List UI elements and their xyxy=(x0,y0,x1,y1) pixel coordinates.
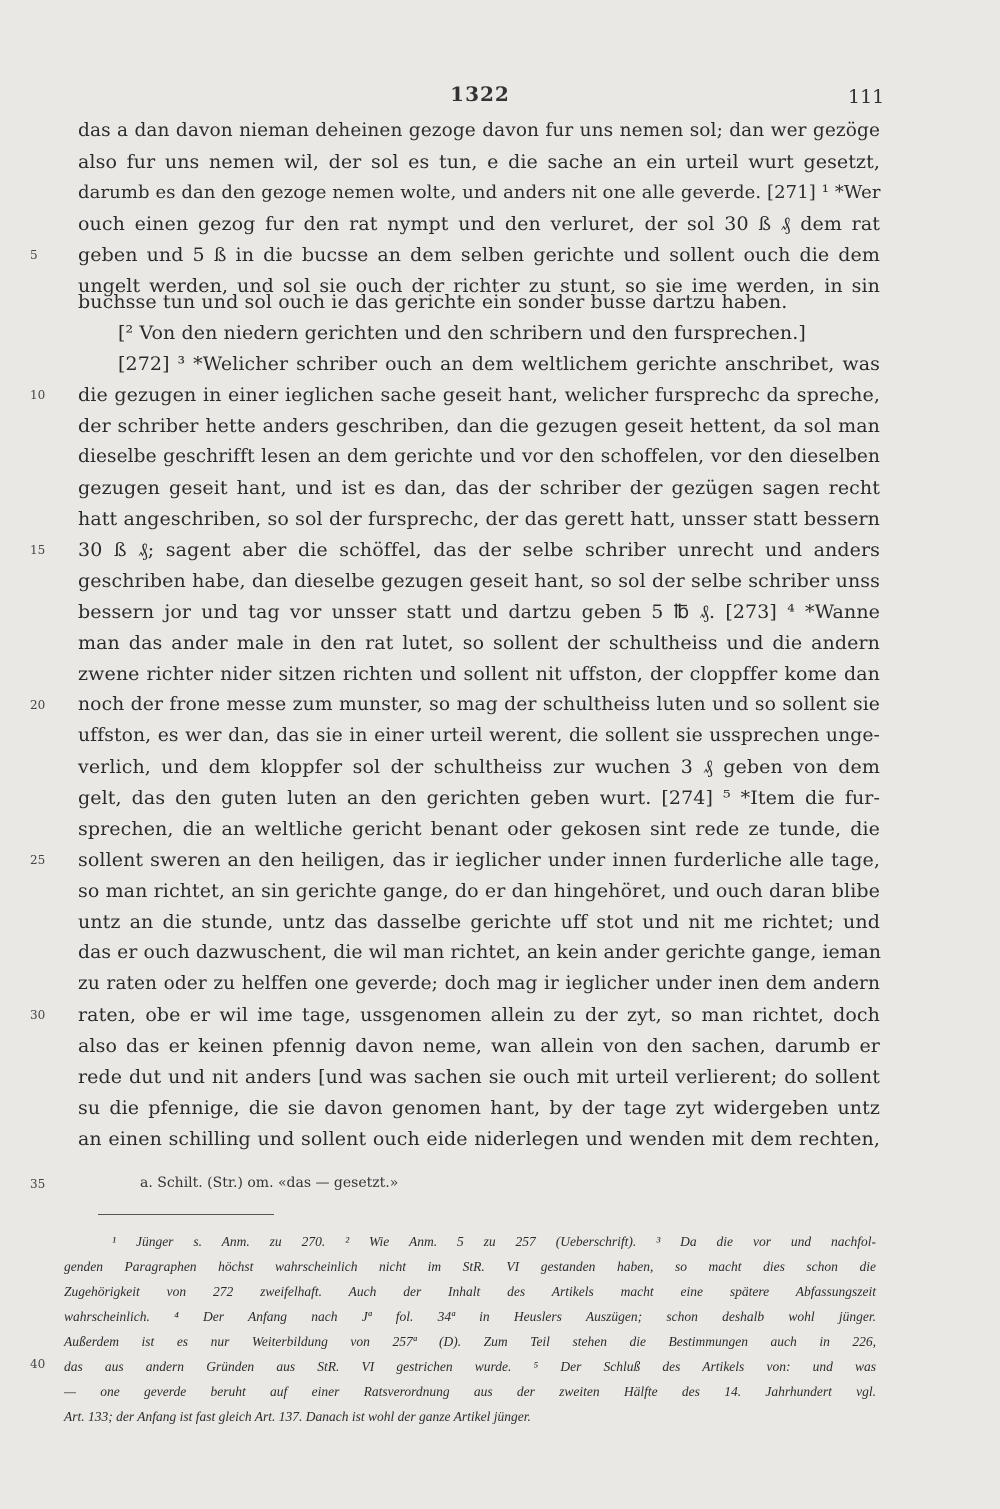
footnote-line: — one geverde beruht auf einer Ratsverordnung aus der zweiten Hälfte des 14. Jahrhundert vgl. xyxy=(64,1384,876,1399)
text-line: noch der frone messe zum munster, so mag der schultheiss luten und so sollent sie xyxy=(78,694,880,715)
text-line: der schriber hette anders geschriben, dan die gezugen geseit hettent, da sol man xyxy=(78,415,880,437)
footnote-line: Zugehörigkeit von 272 zweifelhaft. Auch der Inhalt des Artikels macht eine spätere Abfassungszeit xyxy=(64,1284,876,1299)
line-number: 15 xyxy=(30,543,46,557)
text-line: su die pfennige, die sie davon genomen hant, by der tage zyt widergeben untz xyxy=(78,1097,880,1119)
footnote-line: wahrscheinlich. ⁴ Der Anfang nach Jª fol. 34ª in Heuslers Auszügen; schon deshalb wohl jünger. xyxy=(64,1309,876,1324)
text-line: hatt angeschriben, so sol der fursprechc, der das gerett hatt, unsser statt bessern xyxy=(78,508,880,530)
line-number: 5 xyxy=(30,248,38,262)
text-line: [272] ³ *Welicher schriber ouch an dem weltlichem gerichte anschribet, was xyxy=(118,353,880,375)
line-number: 35 xyxy=(30,1177,46,1191)
text-line: raten, obe er wil ime tage, ussgenomen allein zu der zyt, so man richtet, doch xyxy=(78,1004,880,1026)
text-line: zwene richter nider sitzen richten und sollent nit uffston, der cloppffer kome dan xyxy=(78,663,880,685)
footnote-line: Art. 133; der Anfang ist fast gleich Art. 137. Danach ist wohl der ganze Artikel jünger. xyxy=(64,1409,531,1424)
text-line: bessern jor und tag vor unsser statt und dartzu geben 5 ℔ ₰. [273] ⁴ *Wanne xyxy=(78,601,880,623)
text-line: dieselbe geschrifft lesen an dem gerichte und vor den schoffelen, vor den dieselben xyxy=(78,446,880,467)
text-line: man das ander male in den rat lutet, so sollent der schultheiss und die andern xyxy=(78,632,880,654)
text-line: sprechen, die an weltliche gericht benant oder gekosen sint rede ze tunde, die xyxy=(78,818,880,840)
text-line: sollent sweren an den heiligen, das ir ieglicher under innen furderliche alle tage, xyxy=(78,849,880,871)
variant-note: a. Schilt. (Str.) om. «das — gesetzt.» xyxy=(140,1175,399,1191)
line-number: 25 xyxy=(30,853,46,867)
footnote-divider xyxy=(98,1214,274,1215)
text-line: also fur uns nemen wil, der sol es tun, e die sache an ein urteil wurt gesetzt, xyxy=(78,151,880,173)
line-number: 10 xyxy=(30,388,46,402)
footnote-line: ¹ Jünger s. Anm. zu 270. ² Wie Anm. 5 zu 257 (Ueberschrift). ³ Da die vor und nachfol- xyxy=(112,1234,876,1249)
text-line: das er ouch dazwuschent, die wil man richtet, an kein ander gerichte gange, ieman xyxy=(78,942,882,963)
text-line: so man richtet, an sin gerichte gange, do er dan hingehöret, und ouch daran blibe xyxy=(78,880,880,902)
text-line: gelt, das den guten luten an den gerichten geben wurt. [274] ⁵ *Item die fur- xyxy=(78,787,880,809)
text-line: an einen schilling und sollent ouch eide niderlegen und wenden mit dem rechten, xyxy=(78,1128,880,1150)
text-line: geben und 5 ß in die bucsse an dem selben gerichte und sollent ouch die dem xyxy=(78,244,880,266)
text-line: ouch einen gezog fur den rat nympt und den verluret, der sol 30 ß ₰ dem rat xyxy=(78,213,880,235)
text-line: rede dut und nit anders [und was sachen sie ouch mit urteil verlierent; do sollent xyxy=(78,1066,880,1088)
line-number: 30 xyxy=(30,1008,46,1022)
page-year-heading: 1322 xyxy=(450,82,510,106)
text-line: ungelt werden, und sol sie ouch der richter zu stunt, so sie ime werden, in sin xyxy=(78,275,880,297)
text-line: also das er keinen pfennig davon neme, wan allein von den sachen, darumb er xyxy=(78,1035,880,1057)
line-number: 20 xyxy=(30,698,46,712)
footnote-line: Außerdem ist es nur Weiterbildung von 257ª (D). Zum Teil stehen die Bestimmungen auch in 226, xyxy=(64,1334,876,1349)
line-number: 40 xyxy=(30,1357,46,1371)
text-line: die gezugen in einer ieglichen sache geseit hant, welicher fursprechc da spreche, xyxy=(78,384,880,406)
text-line: verlich, und dem kloppfer sol der schultheiss zur wuchen 3 ₰ geben von dem xyxy=(78,756,880,778)
text-line: uffston, es wer dan, das sie in einer urteil werent, die sollent sie ussprechen unge- xyxy=(78,725,880,746)
text-line: das a dan davon nieman deheinen gezoge davon fur uns nemen sol; dan wer gezöge xyxy=(78,120,880,141)
text-line: darumb es dan den gezoge nemen wolte, und anders nit one alle geverde. [271] ¹ *Wer xyxy=(78,182,881,203)
text-line: untz an die stunde, untz das dasselbe gerichte uff stot und nit me richtet; und xyxy=(78,911,880,933)
text-line: 30 ß ₰; sagent aber die schöffel, das der selbe schriber unrecht und anders xyxy=(78,539,880,561)
text-line: geschriben habe, dan dieselbe gezugen geseit hant, so sol der selbe schriber unss xyxy=(78,570,880,592)
footnote-line: genden Paragraphen höchst wahrscheinlich nicht im StR. VI gestanden haben, so macht dies schon die xyxy=(64,1259,876,1274)
text-line: buchsse tun und sol ouch ie das gerichte ein sonder busse dartzu haben. xyxy=(78,291,788,313)
text-line: zu raten oder zu helffen one geverde; doch mag ir ieglicher under inen dem andern xyxy=(78,973,880,994)
page-number: 111 xyxy=(848,86,885,108)
section-heading: [² Von den niedern gerichten und den schribern und den fursprechen.] xyxy=(118,322,806,344)
text-line: gezugen geseit hant, und ist es dan, das der schriber der gezügen sagen recht xyxy=(78,477,880,499)
footnote-line: das aus andern Gründen aus StR. VI gestrichen wurde. ⁵ Der Schluß des Artikels von: und was xyxy=(64,1359,876,1374)
